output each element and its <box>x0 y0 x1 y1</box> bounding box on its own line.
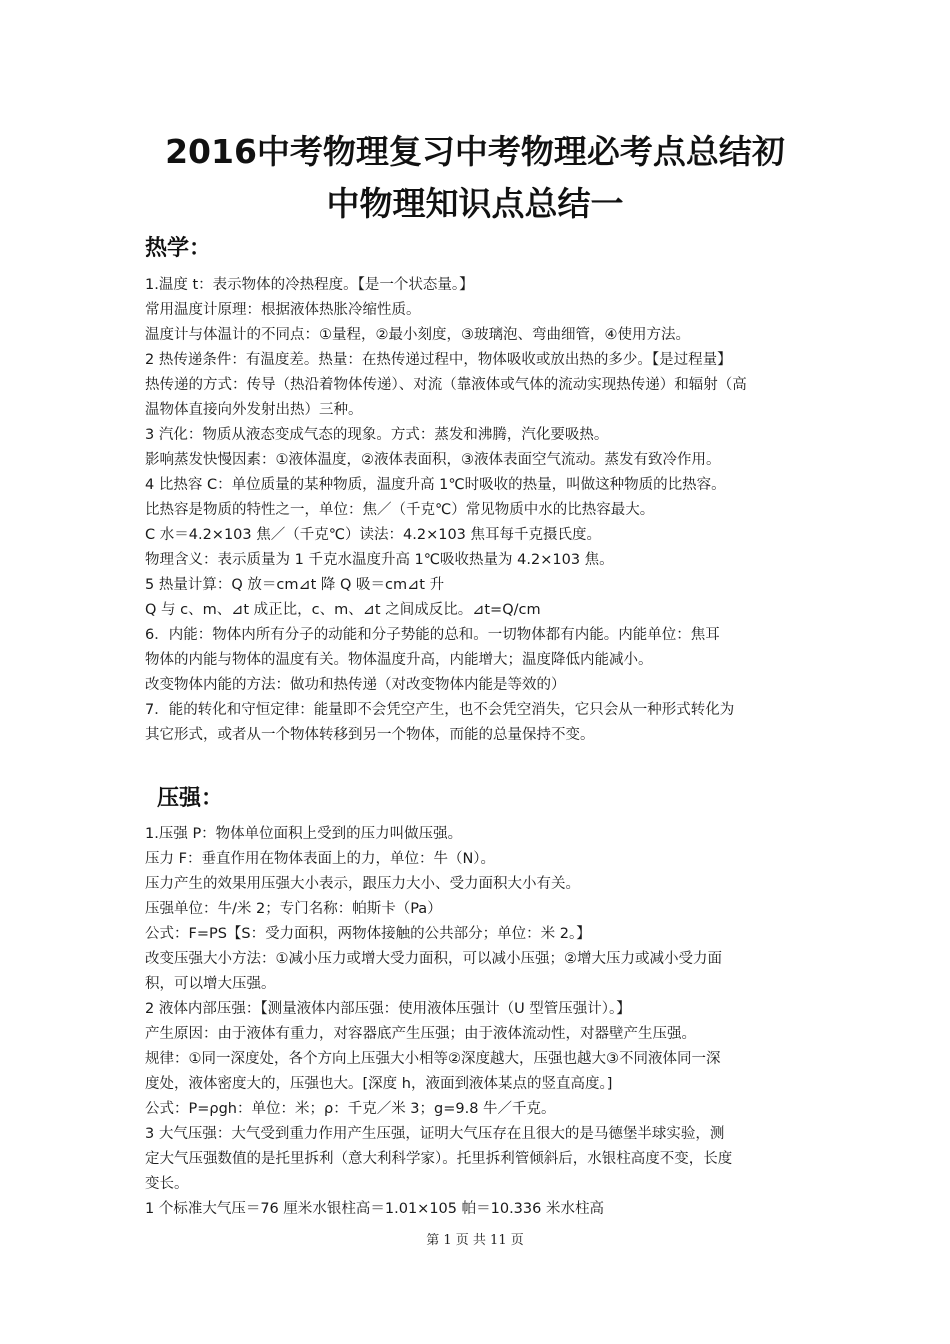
text-line: 2 热传递条件：有温度差。热量：在热传递过程中，物体吸收或放出热的多少。【是过程量】 <box>145 352 732 368</box>
text-line: 温度计与体温计的不同点：①量程，②最小刻度，③玻璃泡、弯曲细管，④使用方法。 <box>145 327 690 343</box>
text-line: 积，可以增大压强。 <box>145 976 276 992</box>
text-line: 公式：P=ρgh：单位：米；ρ：千克／米 3；g=9.8 牛／千克。 <box>145 1101 556 1117</box>
text-line: 1.温度 t：表示物体的冷热程度。【是一个状态量。】 <box>145 277 474 293</box>
section-heading-thermal: 热学： <box>145 236 212 261</box>
text-line: 6．内能：物体内所有分子的动能和分子势能的总和。一切物体都有内能。内能单位：焦耳 <box>145 627 720 643</box>
document-title <box>130 126 820 230</box>
document-title-line-1: 2016中考物理复习中考物理必考点总结初 <box>165 132 785 171</box>
text-line: 7．能的转化和守恒定律：能量即不会凭空产生，也不会凭空消失，它只会从一种形式转化为 <box>145 702 735 718</box>
text-line: 产生原因：由于液体有重力，对容器底产生压强；由于液体流动性，对器壁产生压强。 <box>145 1026 696 1042</box>
text-line: 3 汽化：物质从液态变成气态的现象。方式：蒸发和沸腾，汽化要吸热。 <box>145 427 609 443</box>
text-line: 5 热量计算：Q 放＝cm⊿t 降 Q 吸＝cm⊿t 升 <box>145 577 445 593</box>
document-title-line-2: 中物理知识点总结一 <box>326 184 624 223</box>
text-line: 4 比热容 C：单位质量的某种物质，温度升高 1℃时吸收的热量，叫做这种物质的比热容。 <box>145 477 726 493</box>
text-line: 影响蒸发快慢因素：①液体温度，②液体表面积，③液体表面空气流动。蒸发有致冷作用。 <box>145 452 721 468</box>
section-heading-pressure: 压强： <box>157 786 224 811</box>
text-line: 常用温度计原理：根据液体热胀冷缩性质。 <box>145 302 421 318</box>
text-line: 改变物体内能的方法：做功和热传递（对改变物体内能是等效的） <box>145 677 566 693</box>
text-line: 比热容是物质的特性之一，单位：焦／（千克℃）常见物质中水的比热容最大。 <box>145 502 655 518</box>
text-line: 压强单位：牛/米 2；专门名称：帕斯卡（Pa） <box>145 901 442 917</box>
text-line: 物理含义：表示质量为 1 千克水温度升高 1℃吸收热量为 4.2×103 焦。 <box>145 552 614 568</box>
text-line: 3 大气压强：大气受到重力作用产生压强，证明大气压存在且很大的是马德堡半球实验，测 <box>145 1126 725 1142</box>
text-line: 度处，液体密度大的，压强也大。[深度 h，液面到液体某点的竖直高度。] <box>145 1076 613 1092</box>
text-line: 1.压强 P：物体单位面积上受到的压力叫做压强。 <box>145 826 463 842</box>
text-line: 变长。 <box>145 1176 189 1192</box>
text-line: 压力 F：垂直作用在物体表面上的力，单位：牛（N）。 <box>145 851 496 867</box>
text-line: 压力产生的效果用压强大小表示，跟压力大小、受力面积大小有关。 <box>145 876 580 892</box>
text-line: 规律：①同一深度处，各个方向上压强大小相等②深度越大，压强也越大③不同液体同一深 <box>145 1051 721 1067</box>
text-line: 2 液体内部压强：【测量液体内部压强：使用液体压强计（U 型管压强计）。】 <box>145 1001 631 1017</box>
text-line: Q 与 c、m、⊿t 成正比，c、m、⊿t 之间成反比。⊿t=Q/cm <box>145 602 541 618</box>
page-footer: 第 1 页 共 11 页 <box>426 1233 524 1248</box>
text-line: 热传递的方式：传导（热沿着物体传递）、对流（靠液体或气体的流动实现热传递）和辐射（高 <box>145 377 747 393</box>
section-body-thermal <box>145 273 815 748</box>
text-line: 定大气压强数值的是托里拆利（意大利科学家）。托里拆利管倾斜后，水银柱高度不变，长度 <box>145 1151 733 1167</box>
text-line: 1 个标准大气压＝76 厘米水银柱高＝1.01×105 帕＝10.336 米水柱高 <box>145 1201 604 1217</box>
section-body-pressure <box>145 822 815 1222</box>
text-line: 温物体直接向外发射出热）三种。 <box>145 402 363 418</box>
text-line: 公式：F=PS【S：受力面积，两物体接触的公共部分；单位：米 2。】 <box>145 926 591 942</box>
text-line: C 水＝4.2×103 焦／（千克℃）读法：4.2×103 焦耳每千克摄氏度。 <box>145 527 602 543</box>
text-line: 改变压强大小方法：①减小压力或增大受力面积，可以减小压强；②增大压力或减小受力面 <box>145 951 722 967</box>
text-line: 其它形式，或者从一个物体转移到另一个物体，而能的总量保持不变。 <box>145 727 595 743</box>
text-line: 物体的内能与物体的温度有关。物体温度升高，内能增大；温度降低内能减小。 <box>145 652 653 668</box>
